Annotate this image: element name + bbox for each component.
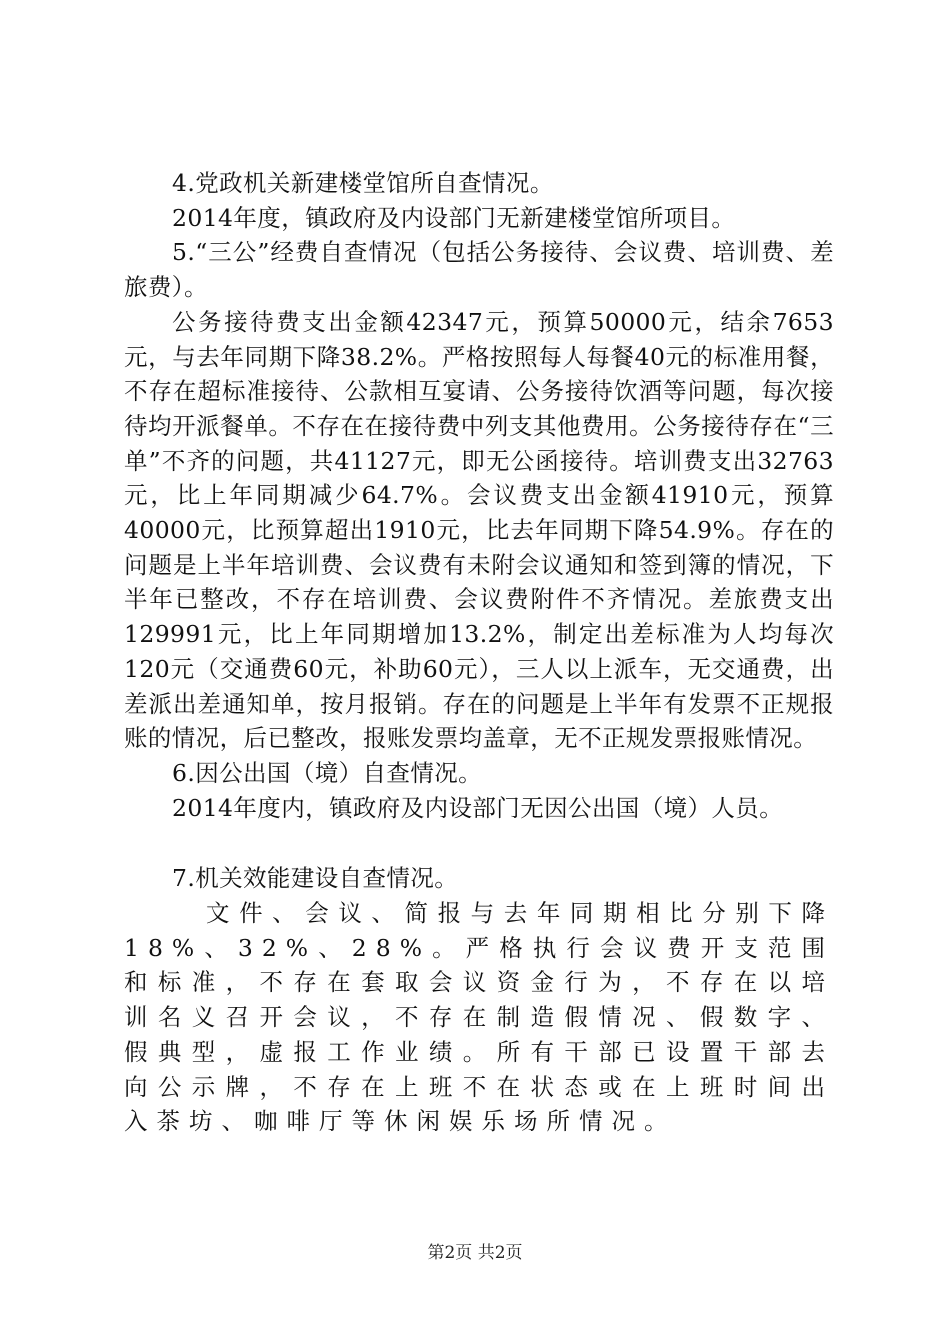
paragraph-item-6: 2014年度内，镇政府及内设部门无因公出国（境）人员。 bbox=[172, 793, 784, 822]
paragraph-item-4: 2014年度，镇政府及内设部门无新建楼堂馆所项目。 bbox=[172, 203, 736, 232]
heading-item-6: 6.因公出国（境）自查情况。 bbox=[172, 758, 483, 787]
paragraph-item-7: 文件、会议、简报与去年同期相比分别下降18%、32%、28%。严格执行会议费开支范围和标准，不存在套取会议资金行为，不存在以培训名义召开会议，不存在制造假情况、假数字、假典型，虚报工作业绩。所有干部已设置干部去向公示牌，不存在上班不在状态或在上班时间出入茶坊、咖啡厅等休闲娱乐场所情况。 bbox=[124, 899, 834, 1136]
heading-item-4: 4.党政机关新建楼堂馆所自查情况。 bbox=[172, 169, 554, 197]
heading-item-5: 5.“三公”经费自查情况（包括公务接待、会议费、培训费、差旅费）。 bbox=[124, 238, 834, 302]
heading-item-7: 7.机关效能建设自查情况。 bbox=[172, 864, 459, 893]
paragraph-item-5: 公务接待费支出金额42347元，预算50000元，结余7653元，与去年同期下降38.2%。严格按照每人每餐40元的标准用餐，不存在超标准接待、公款相互宴请、公务接待饮酒等问题，每次接待均开派餐单。不存在在接待费中列支其他费用。公务接待存在“三单”不齐的问题，共41127元，即无公函接待。培训费支出32763元，比上年同期减少64.7%。会议费支出金额41910元，预算40000元，比预算超出1910元，比去年同期下降54.9%。存在的问题是上半年培训费、会议费有未附会议通知和签到簿的情况，下半年已整改，不存在培训费、会议费附件不齐情况。差旅费支出129991元，比上年同期增加13.2%，制定出差标准为人均每次120元（交通费60元，补助60元），三人以上派车，无交通费，出差派出差通知单，按月报销。存在的问题是上半年有发票不正规报账的情况，后已整改，报账发票均盖章，无不正规发票报账情况。 bbox=[124, 307, 834, 753]
page-footer: 第2页 共2页 bbox=[427, 1243, 523, 1263]
document-body bbox=[124, 166, 834, 1139]
